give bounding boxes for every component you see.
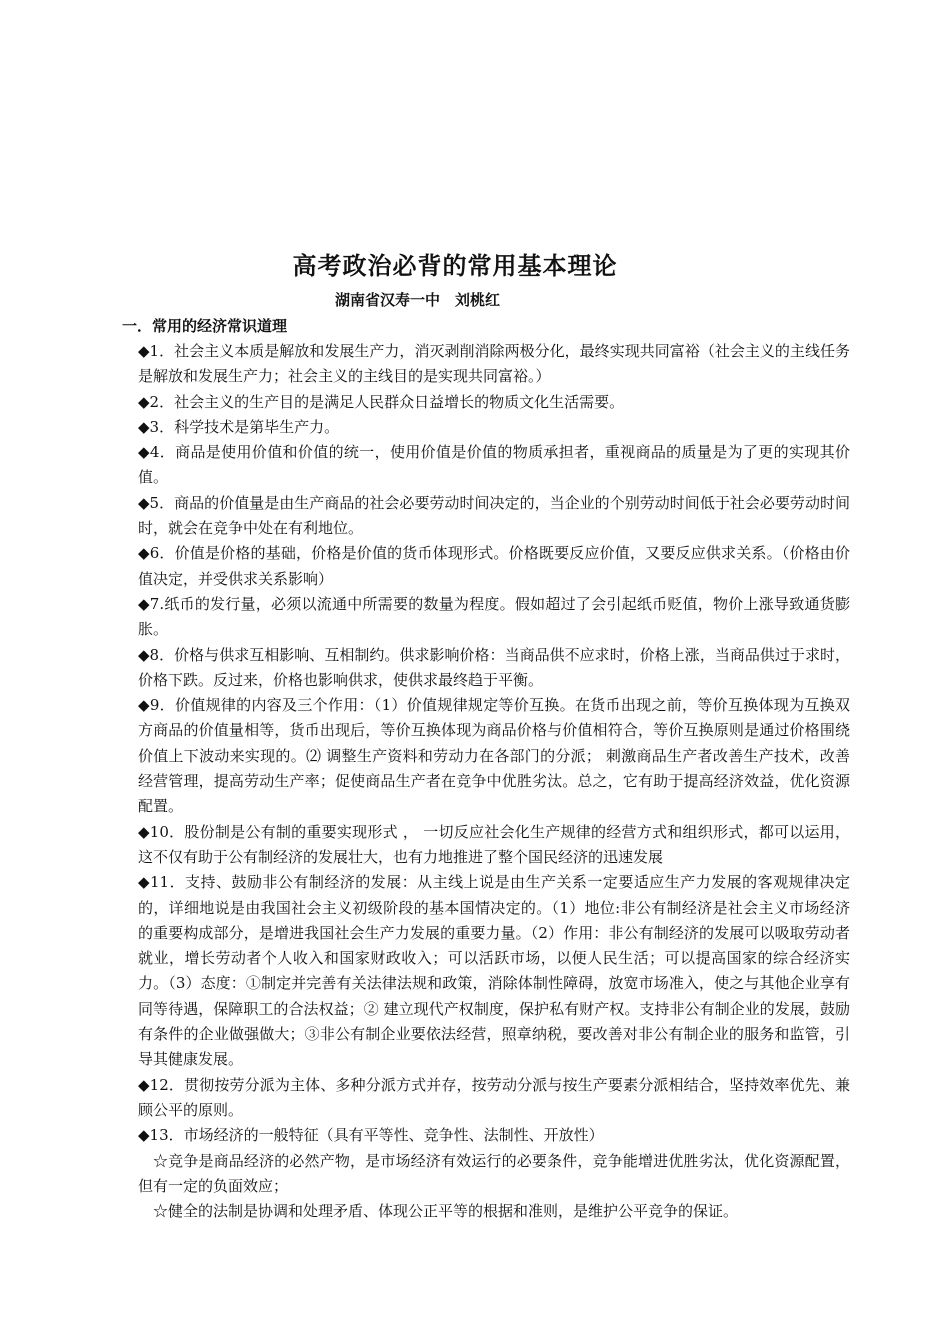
paragraph-7: ◆7.纸币的发行量，必须以流通中所需要的数量为程度。假如超过了会引起纸币贬值，物价上涨导致通货膨胀。 xyxy=(138,594,850,639)
star-paragraph-legal-system: ☆健全的法制是协调和处理矛盾、体现公正平等的根据和准则，是维护公平竞争的保证。 xyxy=(153,1202,739,1221)
paragraph-6: ◆6．价值是价格的基础，价格是价值的货币体现形式。价格既要反应价值，又要反应供求关系。（价格由价值决定，并受供求关系影响） xyxy=(138,544,850,588)
paragraph-3: ◆3．科学技术是第毕生产力。 xyxy=(138,417,340,436)
document-title: 高考政治必背的常用基本理论 xyxy=(292,252,618,280)
paragraph-12: ◆12．贯彻按劳分派为主体、多种分派方式并存，按劳动分派与按生产要素分派相结合，坚持效率优先、兼顾公平的原则。 xyxy=(138,1075,850,1119)
author-line: 湖南省汉寿一中 刘桃红 xyxy=(335,291,501,309)
paragraph-4: ◆4．商品是使用价值和价值的统一，使用价值是价值的物质承担者，重视商品的质量是为了更的实现其价值。 xyxy=(138,443,850,487)
paragraph-8: ◆8．价格与供求互相影响、互相制约。供求影响价格：当商品供不应求时，价格上涨，当商品供过于求时，价格下跌。反过来，价格也影响供求，使供求最终趋于平衡。 xyxy=(138,645,850,689)
star-paragraph-competition: ☆竞争是商品经济的必然产物，是市场经济有效运行的必要条件，竞争能增进优胜劣汰，优化资源配置，但有一定的负面效应； xyxy=(138,1151,850,1195)
paragraph-10: ◆10．股份制是公有制的重要实现形式 ， 一切反应社会化生产规律的经营方式和组织形式，都可以运用，这不仅有助于公有制经济的发展壮大，也有力地推进了整个国民经济的迅速发展 xyxy=(138,822,850,866)
paragraph-9: ◆9．价值规律的内容及三个作用：（1）价值规律规定等价互换。在货币出现之前，等价互换体现为互换双方商品的价值量相等，货币出现后，等价互换体现为商品价格与价值相符合，等价互换原则是通过价格围绕价值上下波动来实现的。⑵ 调整生产资料和劳动力在各部门的分派； 刺激商品生产者改善生产技术，改善经营管理，提高劳动生产率；促使商品生产者在竞争中优胜劣汰。总之，它有助于提高经济效益，优化资源配置。 xyxy=(138,696,850,816)
paragraph-5: ◆5．商品的价值量是由生产商品的社会必要劳动时间决定的，当企业的个别劳动时间低于社会必要劳动时间时，就会在竞争中处在有利地位。 xyxy=(138,493,850,538)
paragraph-11: ◆11．支持、鼓励非公有制经济的发展：从主线上说是由生产关系一定要适应生产力发展的客观规律决定的，详细地说是由我国社会主义初级阶段的基本国情决定的。（1）地位:非公有制经济是社会主义市场经济的重要构成部分，是增进我国社会生产力发展的重要力量。（2）作用：非公有制经济的发展可以吸取劳动者就业，增长劳动者个人收入和国家财政收入；可以活跃市场，以便人民生活；可以提高国家的综合经济实力。（3）态度：①制定并完善有关法律法规和政策，消除体制性障碍，放宽市场准入，使之与其他企业享有同等待遇，保障职工的合法权益；② 建立现代产权制度，保护私有财产权。支持非公有制企业的发展，鼓励有条件的企业做强做大；③非公有制企业要依法经营，照章纳税，要改善对非公有制企业的服务和监管，引导其健康发展。 xyxy=(138,873,850,1069)
paragraph-13: ◆13．市场经济的一般特征（具有平等性、竞争性、法制性、开放性） xyxy=(138,1126,604,1145)
document-body xyxy=(138,339,850,1224)
paragraph-2: ◆2．社会主义的生产目的是满足人民群众日益增长的物质文化生活需要。 xyxy=(138,392,625,411)
paragraph-1: ◆1．社会主义本质是解放和发展生产力，消灭剥削消除两极分化，最终实现共同富裕（社会主义的主线任务是解放和发展生产力；社会主义的主线目的是实现共同富裕。） xyxy=(138,342,850,386)
section-heading: 一．常用的经济常识道理 xyxy=(122,317,288,335)
